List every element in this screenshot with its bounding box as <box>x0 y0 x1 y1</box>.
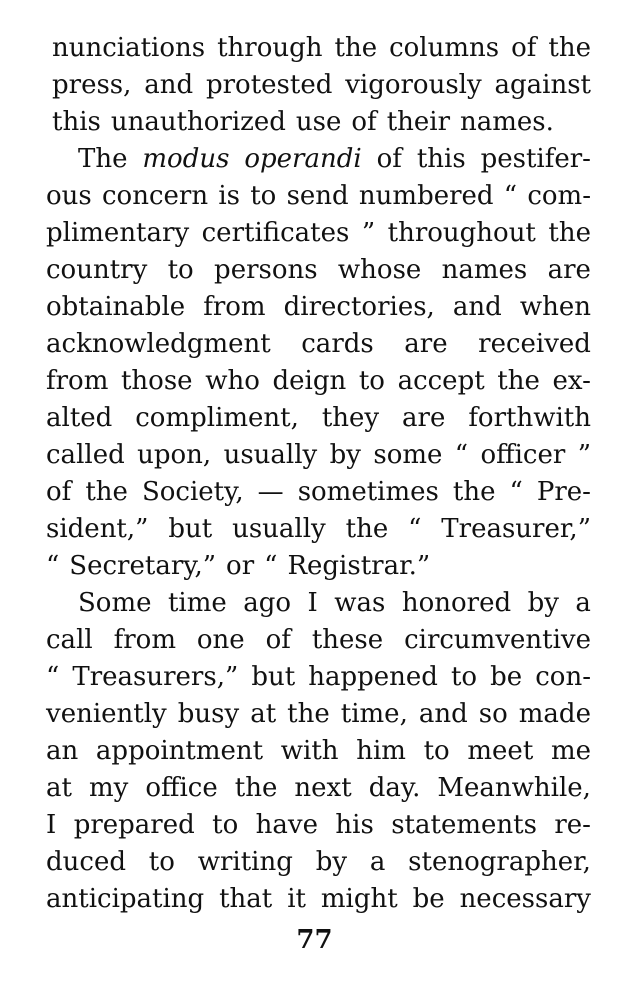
word: con- <box>535 662 591 692</box>
word: usually <box>232 514 326 544</box>
text-line <box>46 585 591 622</box>
word: of <box>376 144 402 174</box>
word: my <box>88 773 129 803</box>
word: one <box>196 625 245 655</box>
word: to <box>212 810 239 840</box>
word: names <box>441 255 528 285</box>
word: ” <box>361 218 376 248</box>
word: of <box>511 33 537 63</box>
word: those <box>120 366 193 396</box>
word: to <box>250 181 277 211</box>
word: anticipating <box>46 884 205 914</box>
word: the <box>452 477 496 507</box>
word: some <box>373 440 443 470</box>
word: country <box>46 255 148 285</box>
word: and <box>144 70 194 100</box>
text-line <box>46 400 591 437</box>
word: ago <box>243 588 292 618</box>
word: Some <box>78 588 152 618</box>
word: meet <box>467 736 534 766</box>
word: Registrar.” <box>287 551 431 581</box>
word: who <box>205 366 260 396</box>
word: the <box>548 218 591 248</box>
text-line <box>46 252 591 289</box>
paragraph-continuation <box>46 30 591 141</box>
text-line <box>46 67 591 104</box>
word: of <box>46 477 72 507</box>
word: a <box>575 588 591 618</box>
word: “ <box>408 514 422 544</box>
word: Meanwhile, <box>437 773 591 803</box>
text-line <box>46 30 591 67</box>
word: nunciations <box>52 33 206 63</box>
word: re- <box>554 810 591 840</box>
word: to <box>423 736 450 766</box>
word: upon, <box>137 440 212 470</box>
text-line <box>46 289 591 326</box>
paragraph-treasurer-visit <box>46 585 591 918</box>
word: press, <box>52 70 132 100</box>
word: “ <box>46 551 60 581</box>
word: to <box>358 366 385 396</box>
word: are <box>402 403 446 433</box>
text-line <box>46 770 591 807</box>
word: they <box>321 403 380 433</box>
word: “ <box>264 551 278 581</box>
paragraph-modus-operandi <box>46 141 591 585</box>
word: acknowledgment <box>46 329 271 359</box>
text-line <box>46 807 591 844</box>
word: statements <box>391 810 537 840</box>
word: Secretary,” <box>69 551 217 581</box>
word: at <box>250 699 277 729</box>
word: appointment <box>95 736 264 766</box>
word: I <box>46 810 57 840</box>
word: of <box>265 625 291 655</box>
word: duced <box>46 847 126 877</box>
word: protested <box>205 70 333 100</box>
word: use <box>295 107 342 137</box>
word: through <box>217 33 323 63</box>
word: the <box>345 514 389 544</box>
word: usually <box>223 440 318 470</box>
body-text <box>46 30 591 918</box>
word: prepared <box>73 810 195 840</box>
word: names. <box>460 107 554 137</box>
word: by <box>527 588 559 618</box>
word: officer <box>480 440 566 470</box>
text-line <box>46 548 591 585</box>
word: veniently <box>46 699 167 729</box>
word: against <box>494 70 591 100</box>
text-line <box>46 474 591 511</box>
word: their <box>386 107 451 137</box>
word: might <box>320 884 398 914</box>
word: his <box>335 810 374 840</box>
word: the <box>234 773 278 803</box>
word: office <box>145 773 218 803</box>
word: from <box>46 366 109 396</box>
word: Treasurer,” <box>441 514 591 544</box>
word: this <box>416 144 466 174</box>
word: writing <box>197 847 293 877</box>
word: at <box>46 773 72 803</box>
text-line <box>46 659 591 696</box>
text-line <box>46 622 591 659</box>
word: by <box>315 847 348 877</box>
word: it <box>287 884 306 914</box>
word: the <box>497 366 540 396</box>
word: is <box>218 181 240 211</box>
word: of <box>351 107 377 137</box>
word: compliment, <box>135 403 299 433</box>
word: unauthorized <box>110 107 286 137</box>
word: sident,” <box>46 514 149 544</box>
word: call <box>46 625 93 655</box>
word: The <box>78 144 128 174</box>
word: circumventive <box>404 625 591 655</box>
word: columns <box>389 33 500 63</box>
word: send <box>286 181 349 211</box>
word: happened <box>308 662 438 692</box>
word: forthwith <box>468 403 591 433</box>
word: me <box>550 736 591 766</box>
word: sometimes <box>297 477 439 507</box>
word: and <box>418 699 468 729</box>
word: next <box>294 773 352 803</box>
word: “ <box>46 662 60 692</box>
word: day. <box>368 773 421 803</box>
text-line <box>46 326 591 363</box>
word: this <box>52 107 101 137</box>
word: busy <box>177 699 240 729</box>
word: time <box>167 588 227 618</box>
word: was <box>334 588 386 618</box>
word: so <box>478 699 508 729</box>
text-line <box>46 215 591 252</box>
word: Pre- <box>536 477 591 507</box>
word: honored <box>401 588 512 618</box>
word: ex- <box>552 366 591 396</box>
word: the <box>85 477 128 507</box>
word: “ <box>454 440 469 470</box>
word: ous <box>46 181 92 211</box>
text-line <box>46 733 591 770</box>
word: to <box>167 255 194 285</box>
page-number: 77 <box>296 925 333 955</box>
word: made <box>518 699 591 729</box>
text-line <box>46 881 591 918</box>
word: the <box>334 33 378 63</box>
word: ” <box>577 440 591 470</box>
word: him <box>356 736 406 766</box>
word: Society, <box>141 477 244 507</box>
word: obtainable <box>46 292 186 322</box>
text-line <box>46 844 591 881</box>
word: but <box>251 662 296 692</box>
word: operandi <box>244 144 362 174</box>
word: an <box>46 736 79 766</box>
word: certificates <box>201 218 350 248</box>
text-line <box>46 178 591 215</box>
word: I <box>307 588 318 618</box>
word: alted <box>46 403 113 433</box>
word: that <box>219 884 273 914</box>
word: have <box>255 810 318 840</box>
word: to <box>148 847 175 877</box>
word: be <box>412 884 445 914</box>
word: the <box>287 699 330 729</box>
word: plimentary <box>46 218 190 248</box>
text-line <box>46 141 591 178</box>
word: “ <box>509 477 523 507</box>
word: “ <box>503 181 518 211</box>
word: time, <box>340 699 408 729</box>
word: are <box>547 255 591 285</box>
word: with <box>280 736 339 766</box>
word: when <box>519 292 591 322</box>
text-line <box>46 511 591 548</box>
word: numbered <box>358 181 494 211</box>
word: accept <box>397 366 485 396</box>
text-line <box>46 696 591 733</box>
word: a <box>369 847 386 877</box>
word: or <box>226 551 255 581</box>
word: from <box>113 625 176 655</box>
word: but <box>168 514 213 544</box>
word: and <box>452 292 502 322</box>
word: throughout <box>387 218 536 248</box>
word: the <box>548 33 591 63</box>
word: to <box>450 662 478 692</box>
word: received <box>478 329 591 359</box>
word: are <box>404 329 448 359</box>
word: cards <box>301 329 374 359</box>
word: deign <box>272 366 347 396</box>
word: Treasurers,” <box>72 662 239 692</box>
word: concern <box>101 181 209 211</box>
word: from <box>203 292 266 322</box>
word: by <box>329 440 361 470</box>
word: whose <box>337 255 422 285</box>
word: directories, <box>283 292 435 322</box>
word: called <box>46 440 125 470</box>
text-line <box>46 363 591 400</box>
word: stenographer, <box>408 847 591 877</box>
word: modus <box>142 144 230 174</box>
text-line <box>46 104 591 141</box>
word: be <box>490 662 523 692</box>
word: necessary <box>459 884 591 914</box>
word: these <box>311 625 384 655</box>
word: com- <box>527 181 591 211</box>
text-line <box>46 437 591 474</box>
word: — <box>257 477 284 507</box>
word: persons <box>214 255 318 285</box>
word: vigorously <box>345 70 482 100</box>
word: pestifer- <box>480 144 591 174</box>
